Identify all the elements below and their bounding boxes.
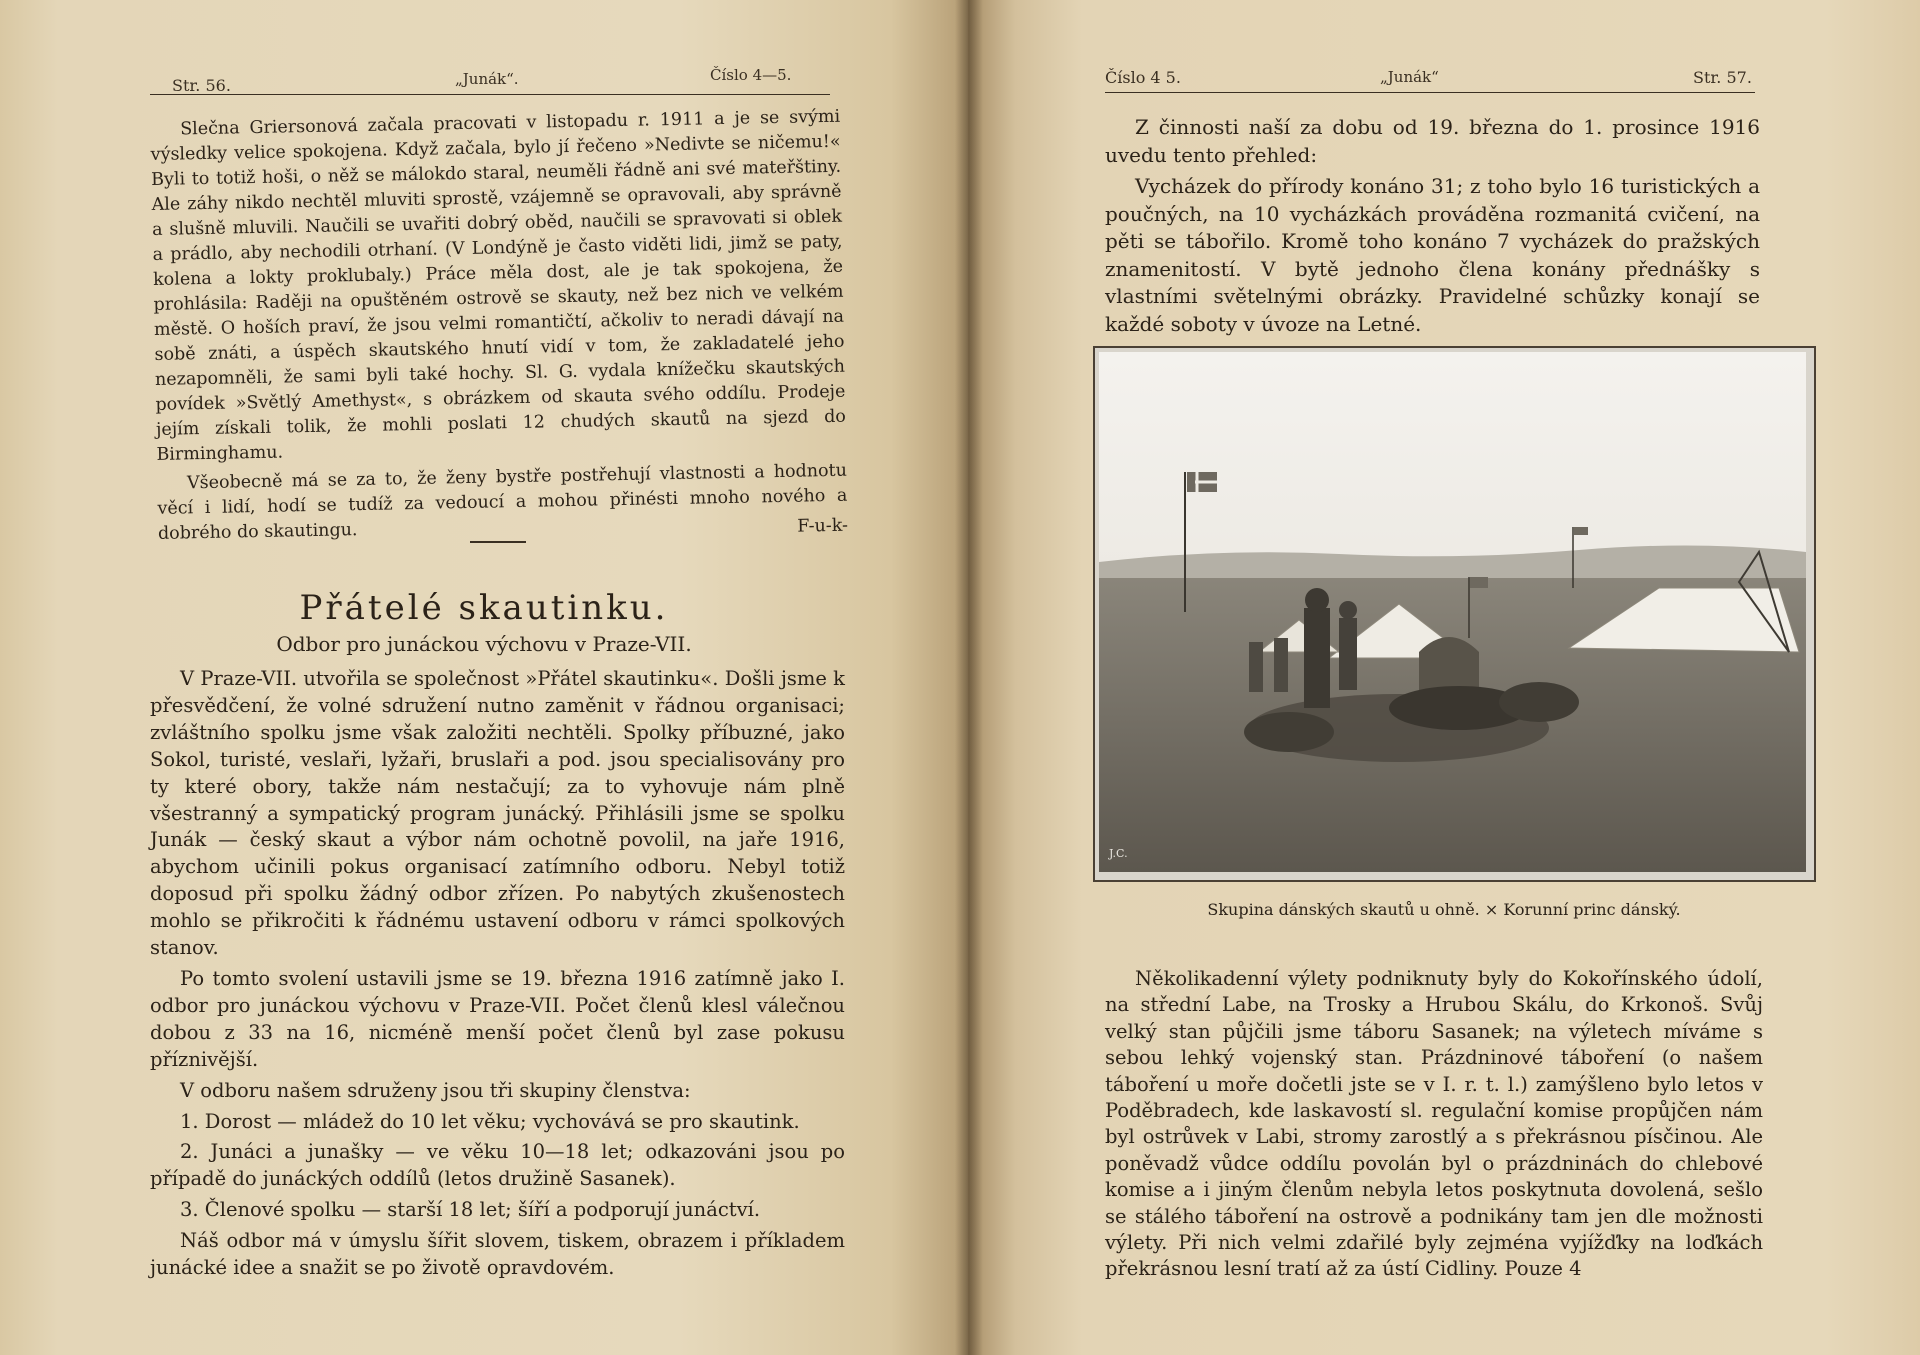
intro-paragraph: Slečna Griersonová začala pracovati v listopadu r. 1911 a je se svými výsledky velice spokojena. Když začala, bylo jí řečeno »Nedivte se ničemu!« Byli to totiž hoši, o něž se málokdo staral, neuměli řádně ani své mateřštiny. Ale záhy nikdo nechtěl mluviti sprostě, vzájemně se opravovali, aby správně a slušně mluvili. Naučili se uvařiti dobrý oběd, naučili se spravovati si oblek a prádlo, aby nechodili otrhaní. (V Londýně je často viděti lidi, jimž se paty, kolena a lokty proklubaly.) Práce měla dost, ale je tak spokojena, že prohlásila: Raději na opuštěném ostrově se skauty, než bez nich ve velkém městě. O hoších praví, že jsou velmi romantičtí, ačkoliv to neradi dávají na sobě znáti, a úspěch skautského hnutí vidí v tom, že zakladatelé jeho nezapomněli, že sami byli také hochy. Sl. G. vydala knížečku skautských povídek »Světlý Amethyst«, s obrázkem od skauta svého oddílu. Prodeje jejím získali tolik, že mohli poslati 12 chudých skautů na sjezd do Birminghamu. [150, 106, 847, 465]
section-subtitle: Odbor pro junáckou výchovu v Praze-VII. [276, 632, 692, 656]
bottom-paragraph: Několikadenní výlety podniknuty byly do Kokořínského údolí, na střední Labe, na Trosky a Hrubou Skálu, do Krkonoš. Svůj velký stan půjčili jsme táboru Sasanek; na výletech míváme s sebou lehký vojenský stan. Prázdninové táboření (o našem táboření u moře dočetli jste se v I. r. t. l.) zamýšleno bylo letos v Poděbradech, kde laskavostí sl. regulační komise propůjčen nám byl ostrůvek v Labi, stromy zarostlý a s překrásnou písčinou. Ale poněvadž vůdce oddílu povolán byl o prázdninách do chlebové komise a i jiným členům nebyla letos poskytnuta dovolená, sešlo se stálého táboření na ostrově a podnikány tam jen dle možnosti výlety. Při nich velmi zdařilé byly zejména vyjížďky na loďkách překrásnou lesní tratí až za ústí Cidliny. Pouze 4 [1105, 967, 1763, 1281]
right-journal-name: „Junák“ [1380, 68, 1439, 86]
photo-mark: J.C. [1109, 847, 1128, 860]
standing-scout [1304, 608, 1330, 708]
body-paragraph: Náš odbor má v úmyslu šířit slovem, tiskem, obrazem i příkladem junácké idee a snažit se po životě opravdovém. [150, 1229, 845, 1280]
standing-scout [1249, 642, 1263, 692]
right-top-text [1105, 114, 1760, 342]
book-gutter [955, 0, 983, 1355]
scout-camp-photo [1099, 352, 1806, 872]
left-body-text [150, 666, 845, 1286]
body-paragraph: 1. Dorost — mládež do 10 let věku; vychovává se pro skautink. [180, 1109, 800, 1133]
right-issue-number: Číslo 4 5. [1105, 68, 1181, 87]
left-journal-name: „Junák“. [455, 70, 519, 88]
photo-caption: Skupina dánských skautů u ohně. × Korunní princ dánský. [1207, 900, 1681, 919]
camp-scene-illustration [1099, 352, 1806, 872]
standing-scout [1274, 638, 1288, 692]
right-page-header [1105, 70, 1755, 93]
flag [1470, 577, 1488, 588]
body-paragraph: Po tomto svolení ustavili jsme se 19. března 1916 zatímně jako I. odbor pro junáckou výchovu v Praze-VII. Počet členů klesl válečnou dobou z 33 na 16, nicméně menší počet členů byl zase pokusu příznivější. [150, 966, 845, 1071]
left-page-header [150, 66, 830, 95]
right-page-number: Str. 57. [1693, 68, 1752, 87]
body-paragraph: V Praze-VII. utvořila se společnost »Přátel skautinku«. Došli jsme k přesvědčení, že volné sdružení nutno zaměnit v řádnou organisaci; zvláštního spolku jsme však založiti nechtěli. Spolky příbuzné, jako Sokol, turisté, veslaři, lyžaři, bruslaři a pod. jsou specialisovány pro ty které obory, takže nám nestačují; za to vyhovuje nám plně všestranný a sympatický program junácký. Přihlásili jsme se spolku Junák — český skaut a výbor nám ochotně povolil, na jaře 1916, abychom učinili pokus organisací zatímního odboru. Nebyl totiž doposud při spolku žádný odbor zřízen. Po nabytých zkušenostech mohlo se přikročiti k řádnému ustavení odboru v rámci spolkových stanov. [150, 667, 845, 960]
right-bottom-text [1105, 966, 1763, 1287]
standing-scout [1339, 618, 1357, 690]
body-paragraph: V odboru našem sdruženy jsou tři skupiny členstva: [180, 1078, 691, 1102]
sitting-scout [1244, 712, 1334, 752]
sitting-scout [1499, 682, 1579, 722]
flag [1574, 527, 1588, 535]
signature: F-u-k- [797, 515, 849, 537]
left-issue-number: Číslo 4—5. [710, 66, 792, 84]
top-paragraph: Vycházek do přírody konáno 31; z toho bylo 16 turistických a poučných, na 10 vycházkách prováděna rozmanitá cvičení, na pěti se tábořilo. Kromě toho konáno 7 vycházek do pražských znamenitostí. V bytě jednoho člena konány přednášky s vlastními světelnými obrázky. Pravidelné schůzky konají se každé soboty v úvoze na Letné. [1105, 174, 1760, 336]
intro-paragraph: Všeobecně má se za to, že ženy bystře postřehují vlastnosti a hodnotu věcí i lidí, hodí se tudíž za vedoucí a mohou přinésti mnoho nového a dobrého do skautingu. [157, 460, 848, 544]
body-paragraph: 3. Členové spolku — starší 18 let; šíří a podporují junáctví. [180, 1198, 761, 1222]
left-intro-text [150, 105, 848, 556]
body-paragraph: 2. Junáci a junašky — ve věku 10—18 let; odkazováni jsou po případě do junáckých oddílů (letos družině Sasanek). [150, 1140, 845, 1191]
section-divider [470, 541, 526, 543]
top-paragraph: Z činnosti naší za dobu od 19. března do 1. prosince 1916 uvedu tento přehled: [1105, 115, 1760, 167]
section-title: Přátelé skautinku. [299, 588, 669, 628]
left-page-number: Str. 56. [172, 76, 231, 95]
